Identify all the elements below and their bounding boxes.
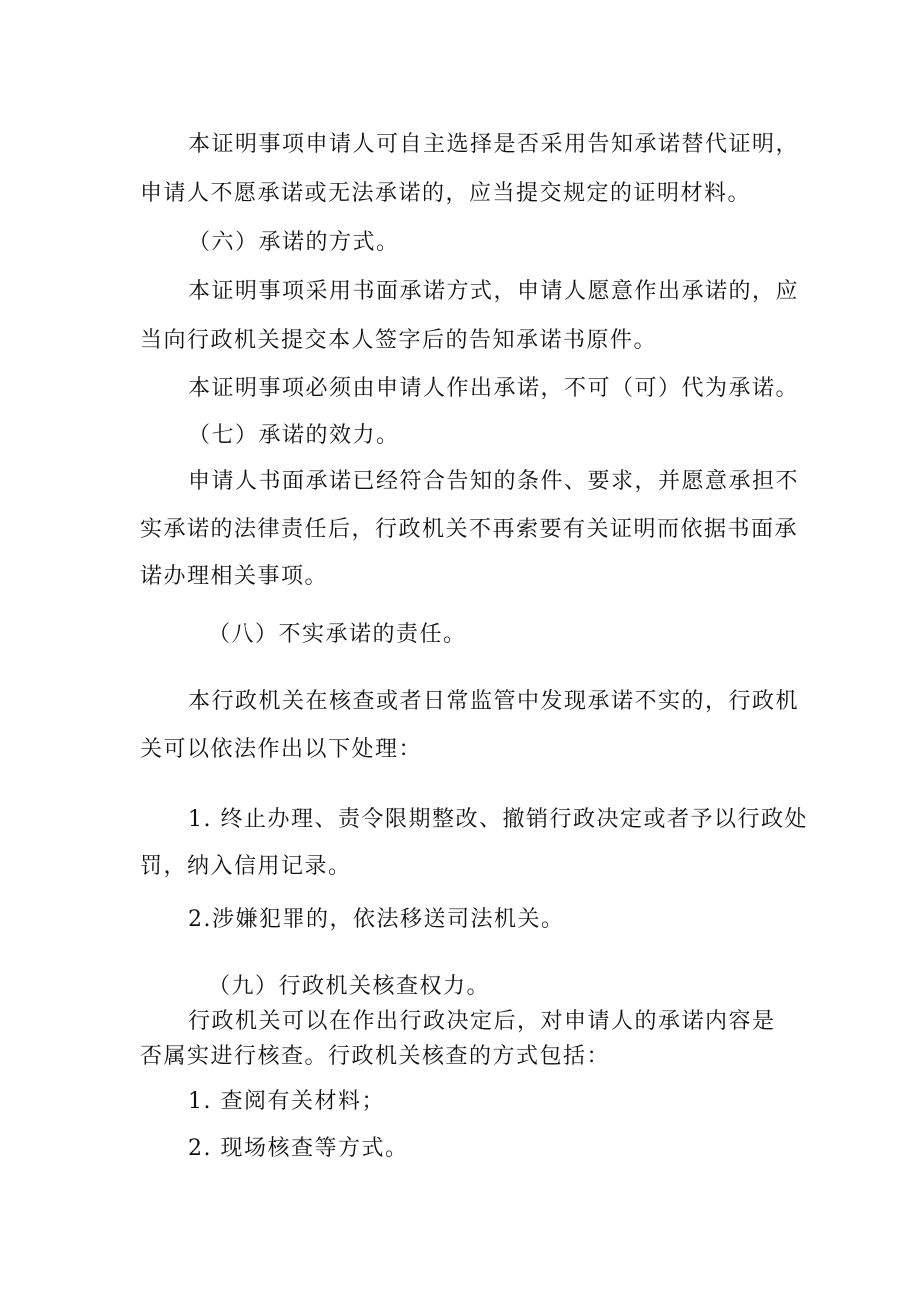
section-heading: （八）不实承诺的责任。 [208,622,467,647]
paragraph-line: 本行政机关在核查或者日常监管中发现承诺不实的，行政机 [188,689,800,714]
list-item-continuation: 罚，纳入信用记录。 [140,854,352,879]
paragraph-line: 本证明事项必须由申请人作出承诺，不可（可）代为承诺。 [188,376,800,401]
paragraph-line: 当向行政机关提交本人签字后的告知承诺书原件。 [140,328,658,353]
section-heading: （六）承诺的方式。 [188,230,400,255]
paragraph-line: 本证明事项申请人可自主选择是否采用告知承诺替代证明， [188,132,800,157]
paragraph-line: 关可以依法作出以下处理： [140,737,423,762]
list-item: 2.涉嫌犯罪的，依法移送司法机关。 [188,907,565,932]
paragraph-line: 诺办理相关事项。 [140,564,329,589]
paragraph-line: 本证明事项采用书面承诺方式，申请人愿意作出承诺的，应 [188,279,800,304]
section-heading: （九）行政机关核查权力。 [208,974,491,999]
section-heading: （七）承诺的效力。 [188,423,400,448]
paragraph-line: 否属实进行核查。行政机关核查的方式包括： [140,1044,611,1069]
paragraph-line: 行政机关可以在作出行政决定后，对申请人的承诺内容是 [188,1009,776,1034]
paragraph-line: 实承诺的法律责任后，行政机关不再索要有关证明而依据书面承 [140,517,799,542]
paragraph-line: 申请人书面承诺已经符合告知的条件、要求，并愿意承担不 [188,469,800,494]
list-item: 1. 查阅有关材料； [188,1089,385,1114]
list-item: 1. 终止办理、责令限期整改、撤销行政决定或者予以行政处 [188,807,808,832]
paragraph-line: 申请人不愿承诺或无法承诺的，应当提交规定的证明材料。 [140,181,752,206]
list-item: 2. 现场核查等方式。 [188,1136,409,1161]
